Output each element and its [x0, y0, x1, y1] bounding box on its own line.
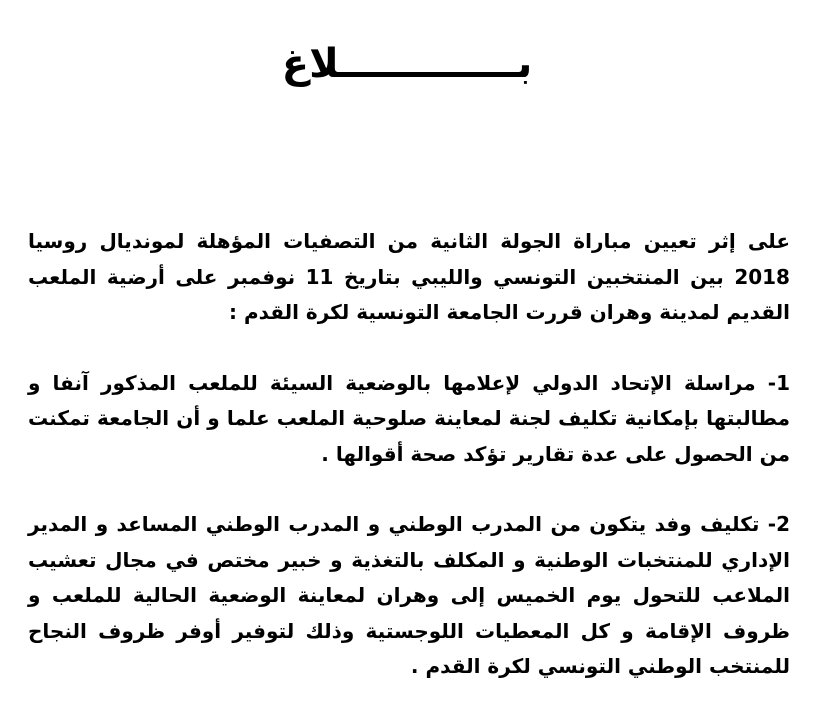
decision-item-1: 1- مراسلة الإتحاد الدولي لإعلامها بالوضعية السيئة للملعب المذكور آنفا و مطالبتها بإمكانية تكليف لجنة لمعاينة صلوحية الملعب علما و أن الجامعة تمكنت من الحصول على عدة تقارير تؤكد صحة أقوالها .: [28, 370, 790, 466]
document-body: [28, 224, 790, 685]
intro-paragraph: على إثر تعيين مباراة الجولة الثانية من التصفيات المؤهلة لمونديال روسيا 2018 بين المنتخبين التونسي والليبي بتاريخ 11 نوفمبر على أرضية الملعب القديم لمدينة وهران قررت الجامعة التونسية لكرة القدم :: [28, 229, 790, 324]
document-title: بـــــــــــــلاغ: [281, 41, 533, 87]
decision-item-2: 2- تكليف وفد يتكون من المدرب الوطني و المدرب الوطني المساعد و المدير الإداري للمنتخبات الوطنية و المكلف بالتغذية و خبير مختص في مجال تعشيب الملاعب للتحول يوم الخميس إلى وهران لمعاينة الوضعية الحالية للملعب و ظروف الإقامة و كل المعطيات اللوجستية وذلك لتوفير أوفر ظروف النجاح للمنتخب الوطني التونسي لكرة القدم .: [28, 512, 790, 678]
